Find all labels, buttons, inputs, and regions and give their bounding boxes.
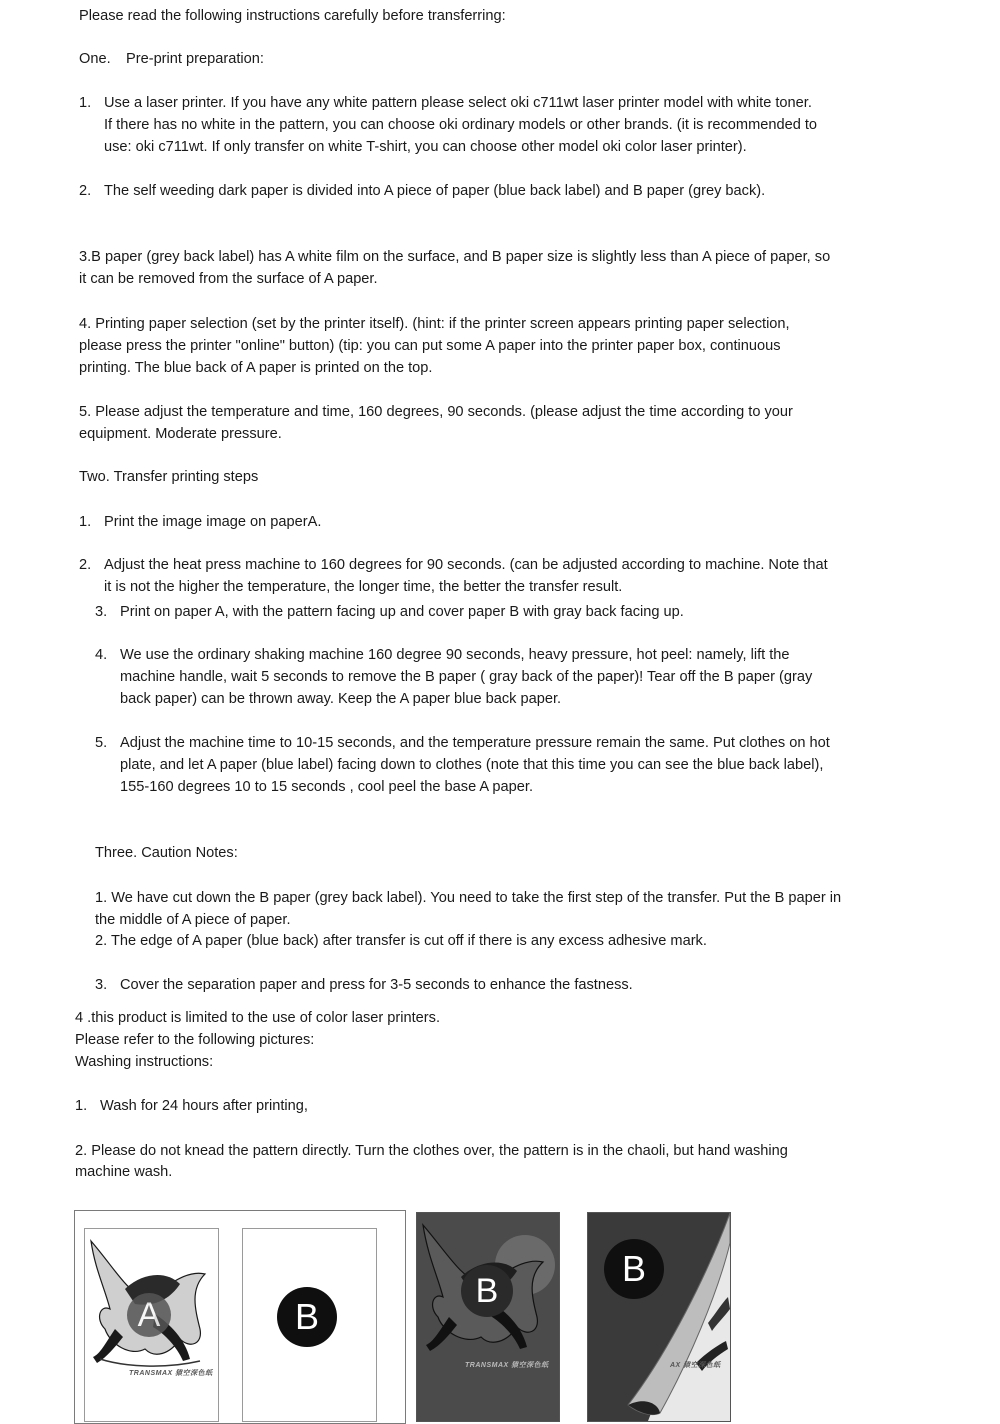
brand-text: TRANSMAX 猿空深色纸 (465, 1362, 549, 1369)
item-line: We use the ordinary shaking machine 160 degree 90 seconds, heavy pressure, hot peel: namely, lift the (120, 647, 790, 663)
washing-heading: Washing instructions: (75, 1054, 214, 1070)
item-number: 4. (95, 647, 108, 663)
intro-text: Please read the following instructions carefully before transferring: (79, 8, 506, 24)
brand-text: AX 猿空深色纸 (670, 1362, 721, 1369)
item-line: machine wash. (75, 1164, 173, 1180)
item-line: 4. Printing paper selection (set by the printer itself). (hint: if the printer screen appears printing paper selection, (79, 316, 790, 332)
section-two-heading: Two. Transfer printing steps (79, 469, 259, 485)
peel-paper-card (587, 1212, 731, 1422)
item-line: The self weeding dark paper is divided into A piece of paper (blue back label) and B paper (grey back). (104, 183, 766, 199)
item-number: 3. (95, 977, 108, 993)
paper-a-card (84, 1228, 219, 1422)
item-line: please press the printer "online" button) (tip: you can put some A paper into the printer paper box, continuous (79, 338, 781, 354)
label-b-badge: B (277, 1287, 337, 1347)
label-b-badge: B (604, 1239, 664, 1299)
label-a-badge: A (127, 1293, 171, 1337)
item-line: 2. Please do not knead the pattern directly. Turn the clothes over, the pattern is in the chaoli, but hand washing (75, 1143, 788, 1159)
item-line: 4 .this product is limited to the use of color laser printers. (75, 1010, 441, 1026)
item-line: 5. Please adjust the temperature and time, 160 degrees, 90 seconds. (please adjust the time according to your (79, 404, 793, 420)
item-number: 5. (95, 735, 108, 751)
item-line: equipment. Moderate pressure. (79, 426, 282, 442)
refer-text: Please refer to the following pictures: (75, 1032, 315, 1048)
item-number: 3. (95, 604, 108, 620)
item-line: 3.B paper (grey back label) has A white film on the surface, and B paper size is slightly less than A piece of paper, so (79, 249, 831, 265)
item-line: Adjust the heat press machine to 160 degrees for 90 seconds. (can be adjusted according to machine. Note that (104, 557, 828, 573)
item-line: Cover the separation paper and press for 3-5 seconds to enhance the fastness. (120, 977, 633, 993)
item-line: Print the image image on paperA. (104, 514, 322, 530)
horse-illustration (417, 1213, 559, 1421)
item-line: printing. The blue back of A paper is printed on the top. (79, 360, 433, 376)
item-line: Print on paper A, with the pattern facing up and cover paper B with gray back facing up. (120, 604, 684, 620)
section-one-number: One. (79, 51, 111, 67)
paper-b-card (242, 1228, 377, 1422)
item-line: back paper) can be thrown away. Keep the A paper blue back paper. (120, 691, 562, 707)
item-line: Adjust the machine time to 10-15 seconds, and the temperature pressure remain the same. Put clothes on hot (120, 735, 830, 751)
item-line: 1. We have cut down the B paper (grey back label). You need to take the first step of the transfer. Put the B paper in (95, 890, 842, 906)
label-b-badge: B (461, 1265, 513, 1317)
item-number: 1. (75, 1098, 88, 1114)
item-line: use: oki c711wt. If only transfer on white T-shirt, you can choose other model oki color laser printer). (104, 139, 747, 155)
item-number: 2. (79, 183, 92, 199)
item-line: Use a laser printer. If you have any white pattern please select oki c711wt laser printer model with white toner. (104, 95, 812, 111)
item-line: machine handle, wait 5 seconds to remove the B paper ( gray back of the paper)! Tear off the B paper (gray (120, 669, 813, 685)
item-number: 1. (79, 514, 92, 530)
section-one-heading: Pre-print preparation: (126, 51, 264, 67)
item-line: 2. The edge of A paper (blue back) after transfer is cut off if there is any excess adhesive mark. (95, 933, 707, 949)
item-line: it can be removed from the surface of A paper. (79, 271, 378, 287)
item-line: 155-160 degrees 10 to 15 seconds , cool peel the base A paper. (120, 779, 533, 795)
item-line: Wash for 24 hours after printing, (100, 1098, 308, 1114)
peel-illustration (588, 1213, 730, 1421)
item-line: plate, and let A paper (blue label) facing down to clothes (note that this time you can see the blue back label), (120, 757, 824, 773)
item-line: the middle of A piece of paper. (95, 912, 291, 928)
item-number: 2. (79, 557, 92, 573)
item-line: If there has no white in the pattern, you can choose oki ordinary models or other brands. (it is recommended to (104, 117, 818, 133)
item-number: 1. (79, 95, 92, 111)
brand-text: TRANSMAX 猿空深色纸 (129, 1370, 213, 1377)
covered-paper-card (416, 1212, 560, 1422)
item-line: it is not the higher the temperature, the longer time, the better the transfer result. (104, 579, 623, 595)
section-three-heading: Three. Caution Notes: (95, 845, 238, 861)
